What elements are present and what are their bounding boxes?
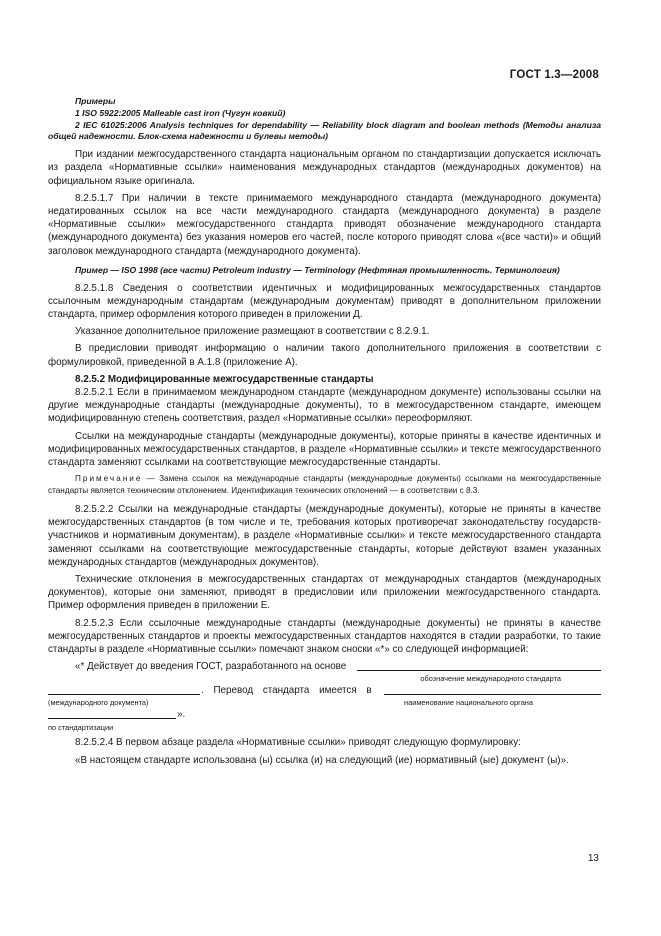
paragraph-8-2-5-1-8: 8.2.5.1.8 Сведения о соответствии идентичных и модифицированных межгосударственных стандартов ссылочным международным стандартам (международным документам) приводят в дополнительном приложении стандарта, пример оформления которого приведен в приложении Д. xyxy=(48,282,601,321)
form-mid-text: . Перевод стандарта имеется в xyxy=(201,685,372,697)
caption-standardization: по стандартизации xyxy=(48,723,114,733)
section-heading-8-2-5-2: 8.2.5.2 Модифицированные межгосударственные стандарты xyxy=(75,373,374,385)
paragraph-8-2-5-2-4: 8.2.5.2.4 В первом абзаце раздела «Нормативные ссылки» приводят следующую формулировку: xyxy=(75,737,521,749)
paragraph: «В настоящем стандарте использована (ы) ссылка (и) на следующий (ие) нормативный (ые) документ (ы)». xyxy=(75,754,569,766)
document-body xyxy=(48,96,601,771)
example-item-2: 2 IEC 61025:2006 Analysis techniques for dependability — Reliability block diagram and boolean methods (Методы анализа общей надежности. Блок-схема надежности и булевы методы) xyxy=(48,119,601,142)
paragraph: Ссылки на международные стандарты (международные документы), которые приняты в качестве идентичных и модифицированных межгосударственных стандартов, в разделе «Нормативные ссылки» и тексте межгосударственного стандарта заменяют ссылками на соответствующие межгосударственные стандарты. xyxy=(48,430,601,469)
footnote-form xyxy=(48,660,601,736)
form-end-text: ». xyxy=(177,709,186,721)
note-text: — Замена ссылок на международные стандарты (международные документы) ссылками на межгосударственные стандарты является техническим отклонением. Идентификация технических отклонений — в соответствии с 8.3. xyxy=(48,474,601,495)
paragraph-8-2-5-2-3: 8.2.5.2.3 Если ссылочные международные стандарты (международные документы) не приняты в качестве межгосударственных стандартов и проекты межгосударственных стандартов находятся в стадии разработки, то такие стандарты в разделе «Нормативные ссылки» помечают знаком сноски «*» со следующей информацией: xyxy=(48,617,601,656)
paragraph: Технические отклонения в межгосударственных стандартах от международных стандартов (международных документов), которые они заменяют, приводят в предисловии или приложении межгосударственного стандарта. Пример оформления приведен в приложении Е. xyxy=(48,574,601,612)
blank-line xyxy=(48,708,176,719)
example-item-1: 1 ISO 5922:2005 Malleable cast iron (Чугун ковкий) xyxy=(75,107,286,118)
blank-line xyxy=(357,660,601,671)
paragraph-8-2-5-2-1: 8.2.5.2.1 Если в принимаемом международном стандарте (международном документе) использованы ссылки на другие международные стандарты (международные документы), то в межгосударственном стандарте, имеющем модифицированную степень соответствия, раздел «Нормативные ссылки» переоформляют. xyxy=(48,387,601,425)
example-iso-1998: Пример — ISO 1998 (все части) Petroleum industry — Terminology (Нефтяная промышленность. Терминология) xyxy=(75,264,560,275)
note-label: Примечание xyxy=(75,474,143,484)
caption-standard-designation: обозначение международного стандарта xyxy=(420,674,561,684)
paragraph: Указанное дополнительное приложение размещают в соответствии с 8.2.9.1. xyxy=(75,326,430,338)
caption-national-body: наименование национального органа xyxy=(404,698,533,708)
caption-international-document: (международного документа) xyxy=(48,698,149,708)
blank-line xyxy=(384,684,601,695)
paragraph-8-2-5-1-7: 8.2.5.1.7 При наличии в тексте принимаемого международного стандарта (международного документа) недатированных ссылок на все части международного стандарта (международного документа) в разделе «Нормативные ссылки» межгосударственного стандарта приводят обозначение международного стандарта (международного документа) без указания номеров его частей, после которого приводят слова «(все части)» и общий заголовок международного стандарта (международного документа). xyxy=(48,192,601,257)
note xyxy=(48,473,601,496)
paragraph: В предисловии приводят информацию о наличии такого дополнительного приложения в соответствии с формулировкой, приведенной в А.1.8 (приложение А). xyxy=(48,343,601,368)
paragraph: При издании межгосударственного стандарта национальным органом по стандартизации допускается исключать из раздела «Нормативные ссылки» наименования международных стандартов (международных документов) на официальном языке оригинала. xyxy=(48,149,601,187)
page-number: 13 xyxy=(587,853,599,864)
document-id-header: ГОСТ 1.3—2008 xyxy=(509,69,599,81)
form-start-text: «* Действует до введения ГОСТ, разработанного на основе xyxy=(75,661,347,673)
examples-label: Примеры xyxy=(75,96,116,106)
paragraph-8-2-5-2-2: 8.2.5.2.2 Ссылки на международные стандарты (международные документы), которые не приняты в качестве межгосударственных стандартов (в том числе и те, требования которых противоречат законодательству государств-участников и нормативным документам), в разделе «Нормативные ссылки» и тексте межгосударственного стандарта заменяют ссылками на соответствующие межгосударственные стандарты, которые действуют взамен указанных международных стандартов (международных документов). xyxy=(48,504,601,568)
blank-line xyxy=(48,684,200,695)
